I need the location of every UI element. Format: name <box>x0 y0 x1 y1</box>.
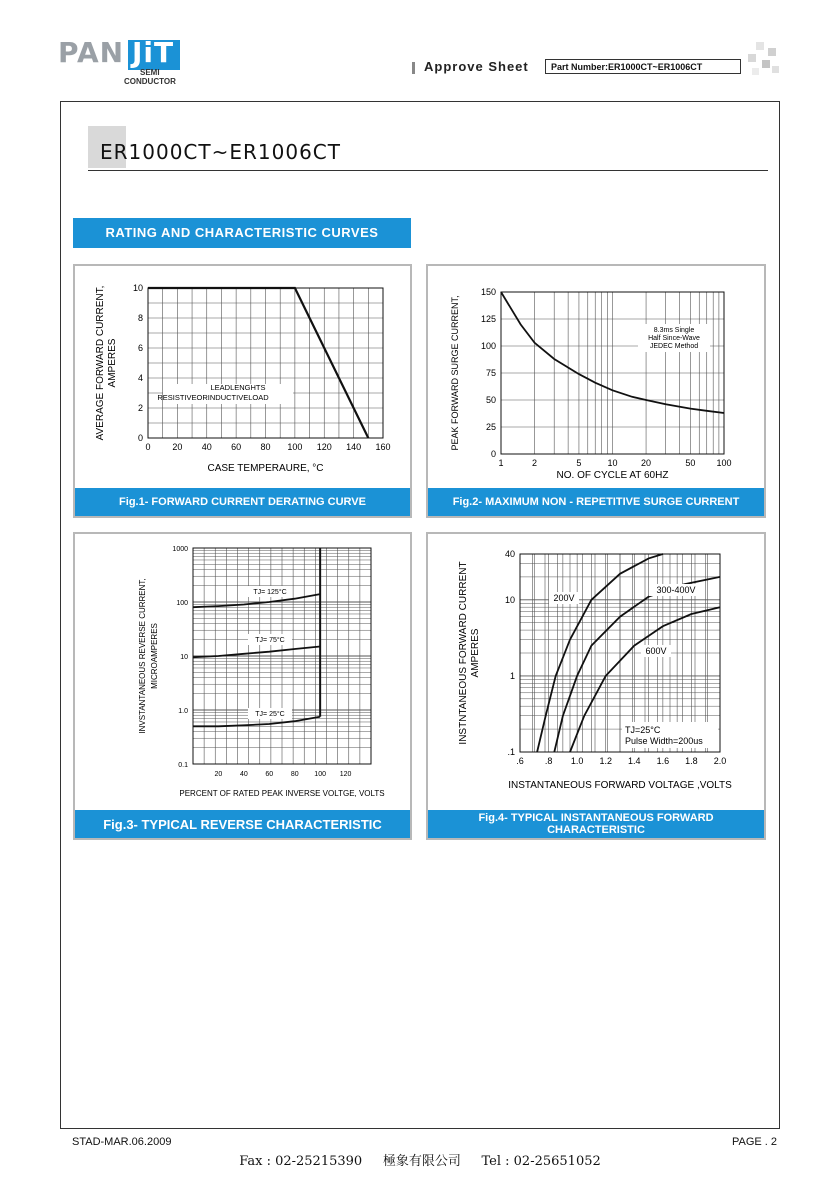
fig4-caption: Fig.4- TYPICAL INSTANTANEOUS FORWARD CHARACTERISTIC <box>428 810 764 838</box>
y-axis-label: INVSTANTANEOUS REVERSE CURRENT, <box>138 578 147 734</box>
fig4-panel <box>426 532 766 840</box>
fig2-panel <box>426 264 766 518</box>
series-label: TJ= 25°C <box>255 711 285 718</box>
x-tick-label: 2 <box>532 458 538 468</box>
x-tick-label: 160 <box>375 442 391 452</box>
annotation-text: TJ=25°C <box>625 725 661 735</box>
x-tick-label: 100 <box>314 771 326 778</box>
x-tick-label: 1.4 <box>628 756 641 766</box>
x-tick-label: 20 <box>172 442 183 452</box>
x-tick-label: 100 <box>716 458 732 468</box>
fig1-chart <box>75 266 410 488</box>
x-tick-label: 1.8 <box>685 756 698 766</box>
footer-page: PAGE . 2 <box>732 1136 778 1148</box>
x-tick-label: .6 <box>516 756 524 766</box>
x-axis-label: INSTANTANEOUS FORWARD VOLTAGE ,VOLTS <box>508 780 732 791</box>
y-tick-label: 100 <box>480 341 496 351</box>
x-tick-label: 2.0 <box>713 756 727 766</box>
corner-pattern-icon <box>744 42 780 78</box>
annotation-text: RESISTIVEORINDUCTIVELOAD <box>157 393 269 402</box>
title-rule <box>88 170 768 171</box>
x-tick-label: 50 <box>685 458 696 468</box>
fig3-panel <box>73 532 412 840</box>
y-axis-label: INSTNTANEOUS FORWARD CURRENT <box>458 561 469 745</box>
x-tick-label: 1.0 <box>570 756 584 766</box>
x-axis-label: PERCENT OF RATED PEAK INVERSE VOLTGE, VOLTS <box>179 789 385 798</box>
y-axis-label: MICROAMPERES <box>150 623 159 689</box>
x-tick-label: 80 <box>260 442 271 452</box>
logo-pan: PAN <box>58 36 125 69</box>
y-tick-label: 25 <box>485 422 496 432</box>
y-tick-label: 0 <box>137 433 143 443</box>
part-number-box: Part Number:ER1000CT~ER1006CT <box>545 59 741 74</box>
y-axis-label: AMPERES <box>107 338 118 388</box>
x-tick-label: 120 <box>339 771 352 778</box>
annotation-text: Pulse Width=200us <box>625 736 703 746</box>
y-tick-label: 40 <box>504 549 515 559</box>
y-tick-label: .1 <box>507 747 515 757</box>
x-tick-label: 1 <box>498 458 504 468</box>
y-tick-label: 4 <box>137 373 143 383</box>
fig4-chart <box>428 534 764 808</box>
logo-jit: JiT <box>132 36 175 69</box>
x-tick-label: 60 <box>265 771 274 778</box>
fig3-caption: Fig.3- TYPICAL REVERSE CHARACTERISTIC <box>75 810 410 838</box>
y-tick-label: 0 <box>490 449 496 459</box>
y-tick-label: 100 <box>176 600 188 607</box>
x-tick-label: 80 <box>290 771 299 778</box>
y-tick-label: 1.0 <box>178 708 188 715</box>
x-tick-label: 5 <box>576 458 582 468</box>
x-axis-label: NO. OF CYCLE AT 60HZ <box>556 470 669 481</box>
annotation-text: LEADLENGHTS <box>210 383 266 392</box>
approve-bar <box>412 62 415 74</box>
x-tick-label: 20 <box>641 458 652 468</box>
y-axis-label: PEAK FORWARD SURGE CURRENT, <box>450 295 460 451</box>
annotation-text: 8.3ms Single <box>653 327 695 334</box>
x-tick-label: 100 <box>287 442 303 452</box>
y-tick-label: 2 <box>137 403 143 413</box>
fig3-chart <box>75 534 410 808</box>
annotation-text: Half Since-Wave <box>648 335 700 342</box>
y-tick-label: 50 <box>485 395 496 405</box>
section-heading: RATING AND CHARACTERISTIC CURVES <box>73 218 411 248</box>
y-tick-label: 75 <box>485 368 496 378</box>
x-tick-label: 1.6 <box>656 756 670 766</box>
series-label: TJ= 125°C <box>253 589 287 596</box>
y-tick-label: 0.1 <box>178 762 188 769</box>
x-axis-label: CASE TEMPERAURE, °C <box>207 463 324 474</box>
y-tick-label: 150 <box>480 287 496 297</box>
x-tick-label: .8 <box>544 756 553 766</box>
y-tick-label: 1000 <box>172 546 188 553</box>
y-axis-label: AVERAGE FORWARD CURRENT, <box>95 285 106 441</box>
x-tick-label: 20 <box>214 771 223 778</box>
series-label: 600V <box>645 646 667 656</box>
logo-conductor: CONDUCTOR <box>124 77 176 86</box>
fig1-panel <box>73 264 412 518</box>
x-tick-label: 60 <box>231 442 242 452</box>
x-tick-label: 40 <box>201 442 212 452</box>
y-tick-label: 8 <box>137 313 143 323</box>
fig2-caption: Fig.2- MAXIMUM NON - REPETITIVE SURGE CURRENT <box>428 488 764 516</box>
fig1-caption: Fig.1- FORWARD CURRENT DERATING CURVE <box>75 488 410 516</box>
series-label: 300-400V <box>656 585 696 595</box>
approve-sheet-label: Approve Sheet <box>424 59 529 74</box>
footer-date: STAD-MAR.06.2009 <box>72 1136 172 1148</box>
y-tick-label: 10 <box>180 654 188 661</box>
y-tick-label: 10 <box>504 594 515 605</box>
logo-semi: SEMI <box>140 68 160 77</box>
y-tick-label: 125 <box>480 314 496 324</box>
x-tick-label: 1.2 <box>599 756 612 766</box>
y-tick-label: 6 <box>137 343 143 353</box>
x-tick-label: 40 <box>239 771 248 778</box>
footer-contact: Fax : 02-25215390 極象有限公司 Tel : 02-25651052 <box>239 1154 601 1169</box>
annotation-text: JEDEC Method <box>649 343 699 350</box>
page-title: ER1000CT~ER1006CT <box>100 140 341 164</box>
x-tick-label: 0 <box>145 442 151 452</box>
y-tick-label: 1 <box>509 670 515 681</box>
x-tick-label: 120 <box>316 442 332 452</box>
series-label: TJ= 75°C <box>255 637 285 644</box>
x-tick-label: 140 <box>346 442 362 452</box>
y-axis-label: AMPERES <box>470 628 481 678</box>
fig2-chart <box>428 266 764 488</box>
y-tick-label: 10 <box>132 283 143 293</box>
series-label: 200V <box>553 593 575 603</box>
x-tick-label: 10 <box>607 458 618 468</box>
